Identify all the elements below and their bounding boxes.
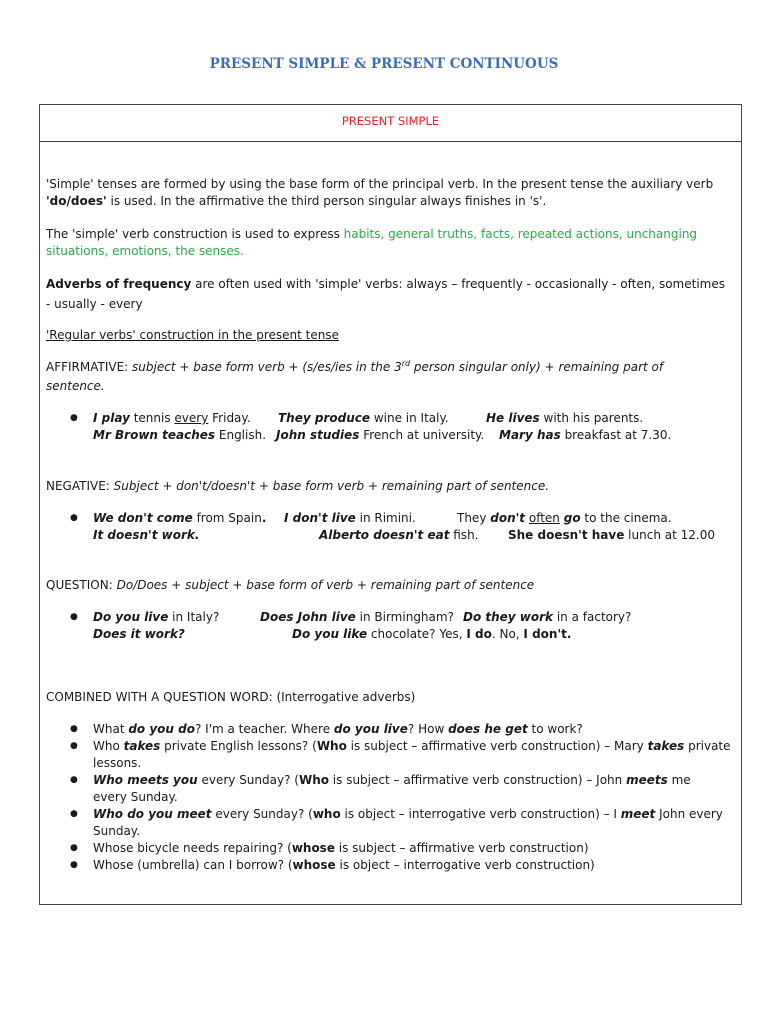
item-verb: meet	[620, 807, 656, 821]
example-verb: I don't live	[284, 511, 356, 525]
bullet-icon: ●	[70, 513, 78, 523]
usage-line-2	[46, 244, 244, 258]
example-text: fish.	[449, 528, 479, 542]
item-text: What	[93, 722, 129, 736]
usage-highlight: habits, general truths, facts, repeated actions, unchanging	[343, 227, 698, 241]
item-wh-word: Who	[298, 773, 329, 787]
affirmative-label: AFFIRMATIVE:	[46, 360, 133, 374]
regular-verbs-text: 'Regular verbs' construction in the present tense	[46, 328, 339, 342]
combined-item-2	[93, 739, 731, 753]
adverbs-text: - usually - every	[46, 297, 143, 311]
combined-item-1	[93, 722, 583, 736]
example-verb: I play	[93, 411, 130, 425]
example-text: .	[261, 511, 267, 525]
item-text: private	[684, 739, 731, 753]
affirmative-examples-4	[93, 428, 266, 442]
example-text: Friday.	[208, 411, 251, 425]
example-underline: every	[174, 411, 209, 425]
affirmative-rule	[46, 359, 663, 374]
question-rule-text: Do/Does + subject + base form of verb + remaining part of sentence	[116, 578, 535, 592]
example-verb: We don't come	[93, 511, 193, 525]
example-verb: Do you live	[93, 610, 169, 624]
negative-examples-6	[508, 528, 715, 542]
example-verb: They produce	[278, 411, 371, 425]
affirmative-rule-sup: rd	[401, 359, 411, 368]
item-text: Whose bicycle needs repairing? (	[93, 841, 292, 855]
question-examples-1	[93, 610, 219, 624]
bullet-icon: ●	[70, 775, 78, 785]
negative-examples-1	[93, 511, 266, 525]
combined-item-5	[93, 841, 589, 855]
intro-line-1	[46, 177, 713, 191]
item-verb: do you live	[333, 722, 408, 736]
affirmative-examples-6	[499, 428, 671, 442]
item-text: to work?	[527, 722, 583, 736]
item-text: every Sunday.	[93, 790, 178, 804]
example-answer: I don't.	[523, 627, 572, 641]
intro-text: is used. In the affirmative the third person singular always finishes in 's'.	[106, 194, 547, 208]
bullet-icon: ●	[70, 724, 78, 734]
item-wh-word: Who	[316, 739, 347, 753]
intro-text: 'Simple' tenses are formed by using the base form of the principal verb. In the present tense the auxiliary verb	[46, 177, 714, 191]
adverbs-text: are often used with 'simple' verbs: always – frequently - occasionally - often, sometimes	[191, 277, 725, 291]
example-text: French at university.	[359, 428, 485, 442]
item-text: private English lessons? (	[160, 739, 317, 753]
affirmative-examples-1	[93, 411, 251, 425]
item-text: Whose (umbrella) can I borrow? (	[93, 858, 293, 872]
example-verb: John studies	[276, 428, 360, 442]
bullet-icon: ●	[70, 612, 78, 622]
affirmative-examples-5	[276, 428, 484, 442]
bullet-icon: ●	[70, 809, 78, 819]
example-text: They	[457, 511, 491, 525]
regular-verbs-heading	[46, 328, 339, 342]
combined-item-4-cont	[93, 824, 140, 838]
combined-label: COMBINED WITH A QUESTION WORD: (Interrogative adverbs)	[46, 690, 416, 704]
item-text: Who	[93, 739, 124, 753]
item-text: every Sunday? (	[211, 807, 313, 821]
bullet-icon: ●	[70, 843, 78, 853]
item-text: me	[667, 773, 691, 787]
example-text: from Spain	[192, 511, 262, 525]
question-examples-3	[463, 610, 631, 624]
affirmative-rule-text: sentence.	[46, 379, 105, 393]
example-verb: go	[563, 511, 581, 525]
question-rule	[46, 578, 534, 592]
example-text: chocolate? Yes,	[367, 627, 467, 641]
negative-rule	[46, 479, 549, 493]
item-verb: meets	[626, 773, 668, 787]
usage-highlight: situations, emotions, the senses.	[46, 244, 244, 258]
example-underline: often	[528, 511, 560, 525]
item-wh-word: whose	[292, 858, 336, 872]
example-verb: He lives	[486, 411, 540, 425]
item-verb: Who meets you	[93, 773, 198, 787]
example-text: tennis	[129, 411, 175, 425]
affirmative-examples-2	[278, 411, 449, 425]
item-text: is subject – affirmative verb construction)	[334, 841, 589, 855]
item-wh-word: who	[312, 807, 341, 821]
item-verb: Who do you meet	[93, 807, 212, 821]
item-verb: does he get	[448, 722, 528, 736]
example-verb: don't	[490, 511, 526, 525]
combined-heading	[46, 690, 415, 704]
example-verb: Does it work?	[93, 627, 185, 641]
adverbs-line-2	[46, 297, 143, 311]
example-text: in Rimini.	[355, 511, 416, 525]
item-text: is subject – affirmative verb construction) – John	[328, 773, 627, 787]
example-text: breakfast at 7.30.	[560, 428, 672, 442]
negative-examples-2	[284, 511, 416, 525]
section-header: PRESENT SIMPLE	[341, 114, 440, 128]
example-verb: Alberto doesn't eat	[319, 528, 450, 542]
usage-line-1	[46, 227, 697, 241]
item-text: Sunday.	[93, 824, 141, 838]
combined-item-4	[93, 807, 723, 821]
example-text: in Italy?	[168, 610, 220, 624]
item-text: ? How	[407, 722, 449, 736]
question-label: QUESTION:	[46, 578, 117, 592]
item-text: is object – interrogative verb construction)	[335, 858, 595, 872]
affirmative-examples-3	[486, 411, 643, 425]
item-wh-word: whose	[291, 841, 335, 855]
combined-item-3-cont	[93, 790, 178, 804]
question-examples-5	[292, 627, 571, 641]
bullet-icon: ●	[70, 741, 78, 751]
intro-line-2	[46, 194, 546, 208]
item-verb: takes	[123, 739, 161, 753]
example-verb: It doesn't work.	[93, 528, 200, 542]
item-text: ? I'm a teacher. Where	[194, 722, 334, 736]
item-verb: do you do	[128, 722, 195, 736]
example-text: lunch at 12.00	[624, 528, 715, 542]
negative-examples-5	[319, 528, 478, 542]
item-text: is object – interrogative verb construction) – I	[340, 807, 621, 821]
section-header-row	[40, 105, 741, 142]
example-text: in a factory?	[553, 610, 632, 624]
example-text: to the cinema.	[580, 511, 672, 525]
affirmative-rule-text: subject + base form verb + (s/es/ies in the 3	[132, 360, 402, 374]
item-text: is subject – affirmative verb construction) – Mary	[346, 739, 648, 753]
item-text: lessons.	[93, 756, 142, 770]
example-text: . No,	[491, 627, 524, 641]
negative-rule-text: Subject + don't/doesn't + base form verb + remaining part of sentence.	[109, 479, 550, 493]
example-verb: Do you like	[292, 627, 368, 641]
adverbs-term: Adverbs of frequency	[46, 277, 192, 291]
bullet-icon: ●	[70, 860, 78, 870]
affirmative-rule-end	[46, 379, 105, 393]
example-text: in Birmingham?	[355, 610, 454, 624]
adverbs-line-1	[46, 277, 725, 291]
grammar-table	[39, 104, 742, 905]
example-verb: She doesn't have	[508, 528, 625, 542]
combined-item-2-cont	[93, 756, 141, 770]
question-examples-4	[93, 627, 185, 641]
affirmative-rule-text: person singular only) + remaining part of	[410, 360, 664, 374]
example-verb: Do they work	[463, 610, 554, 624]
item-text: John every	[655, 807, 723, 821]
example-verb: Mr Brown teaches	[93, 428, 216, 442]
usage-text: The 'simple' verb construction is used to express	[46, 227, 344, 241]
combined-item-3	[93, 773, 691, 787]
question-examples-2	[260, 610, 454, 624]
do-does-term: 'do/does'	[46, 194, 107, 208]
example-verb: Does John live	[260, 610, 356, 624]
example-text: English.	[215, 428, 267, 442]
example-verb: Mary has	[499, 428, 561, 442]
negative-label: NEGATIVE:	[46, 479, 110, 493]
negative-examples-3	[457, 511, 672, 525]
example-text: wine in Italy.	[370, 411, 449, 425]
negative-examples-4	[93, 528, 199, 542]
page-title: PRESENT SIMPLE & PRESENT CONTINUOUS	[209, 56, 559, 72]
combined-item-6	[93, 858, 595, 872]
item-text: every Sunday? (	[197, 773, 299, 787]
example-answer: I do	[466, 627, 492, 641]
item-verb: takes	[647, 739, 685, 753]
bullet-icon: ●	[70, 413, 78, 423]
example-text: with his parents.	[539, 411, 644, 425]
